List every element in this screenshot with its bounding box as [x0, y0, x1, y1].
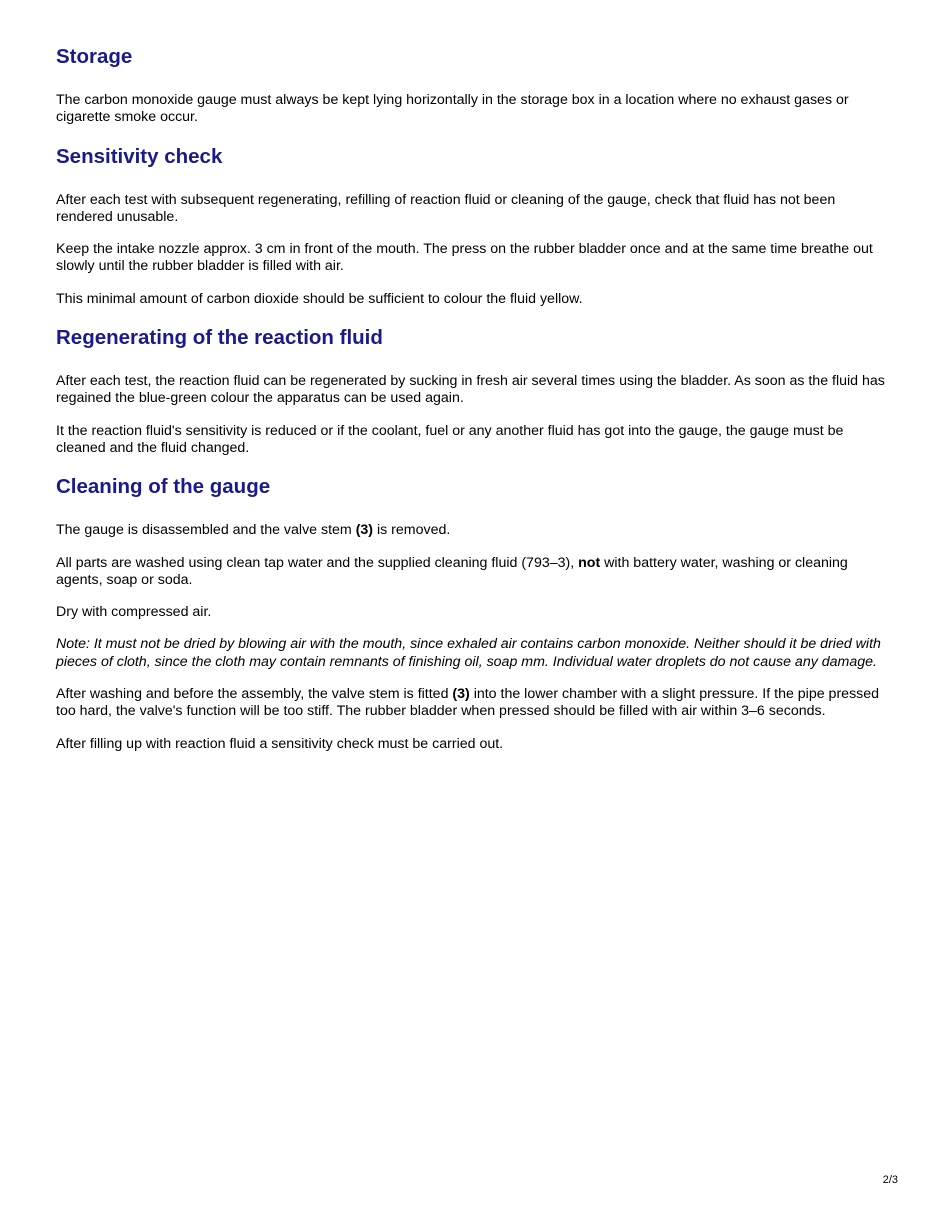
paragraph [56, 686, 886, 721]
heading-regenerating: Regenerating of the reaction fluid [56, 326, 383, 350]
document-body [56, 44, 886, 768]
paragraph: The carbon monoxide gauge must always be kept lying horizontally in the storage box in a location where no exhaust gases or cigarette smoke occur. [56, 92, 849, 126]
paragraph: Keep the intake nozzle approx. 3 cm in front of the mouth. The press on the rubber bladder once and at the same time breathe out slowly until the rubber bladder is filled with air. [56, 241, 873, 275]
heading-sensitivity-check: Sensitivity check [56, 144, 223, 168]
paragraph: After each test with subsequent regenerating, refilling of reaction fluid or cleaning of the gauge, check that fluid has not been rendered unusable. [56, 191, 836, 225]
paragraph: It the reaction fluid's sensitivity is reduced or if the coolant, fuel or any another fluid has got into the gauge, the gauge must be cleaned and the fluid changed. [56, 422, 844, 456]
note-paragraph: Note: It must not be dried by blowing air with the mouth, since exhaled air contains carbon monoxide. Neither should it be dried with pieces of cloth, since the cloth may contain remnants of finishing oil, soap mm. Individual water droplets do not cause any damage. [56, 636, 881, 670]
paragraph: This minimal amount of carbon dioxide should be sufficient to colour the fluid yellow. [56, 290, 583, 307]
heading-storage: Storage [56, 45, 133, 68]
paragraph: After filling up with reaction fluid a sensitivity check must be carried out. [56, 735, 504, 752]
emphasis: not [578, 554, 601, 571]
page-number: 2/3 [882, 1174, 898, 1186]
text-run: All parts are washed using clean tap water and the supplied cleaning fluid (793–3), [56, 554, 579, 571]
part-reference: (3) [452, 686, 470, 703]
text-run: The gauge is disassembled and the valve stem [56, 522, 356, 539]
paragraph [56, 522, 886, 539]
paragraph [56, 555, 886, 590]
text-run: After washing and before the assembly, the valve stem is fitted [56, 686, 453, 703]
section-regenerating [56, 325, 886, 457]
section-sensitivity-check [56, 144, 886, 308]
text-run: into the lower chamber with a slight pressure. If the pipe pressed too hard, the valve's function will be too stiff. The rubber bladder when pressed should be filled with air within 3–6 seconds. [56, 686, 880, 720]
paragraph: Dry with compressed air. [56, 604, 212, 621]
paragraph: After each test, the reaction fluid can be regenerated by sucking in fresh air several times using the bladder. As soon as the fluid has regained the blue-green colour the apparatus can be used again. [56, 373, 885, 407]
text-run: is removed. [373, 522, 451, 539]
heading-cleaning: Cleaning of the gauge [56, 475, 271, 499]
text-run: with battery water, washing or cleaning agents, soap or soda. [56, 554, 848, 588]
section-storage [56, 44, 886, 127]
section-cleaning [56, 474, 886, 753]
part-reference: (3) [355, 522, 374, 539]
